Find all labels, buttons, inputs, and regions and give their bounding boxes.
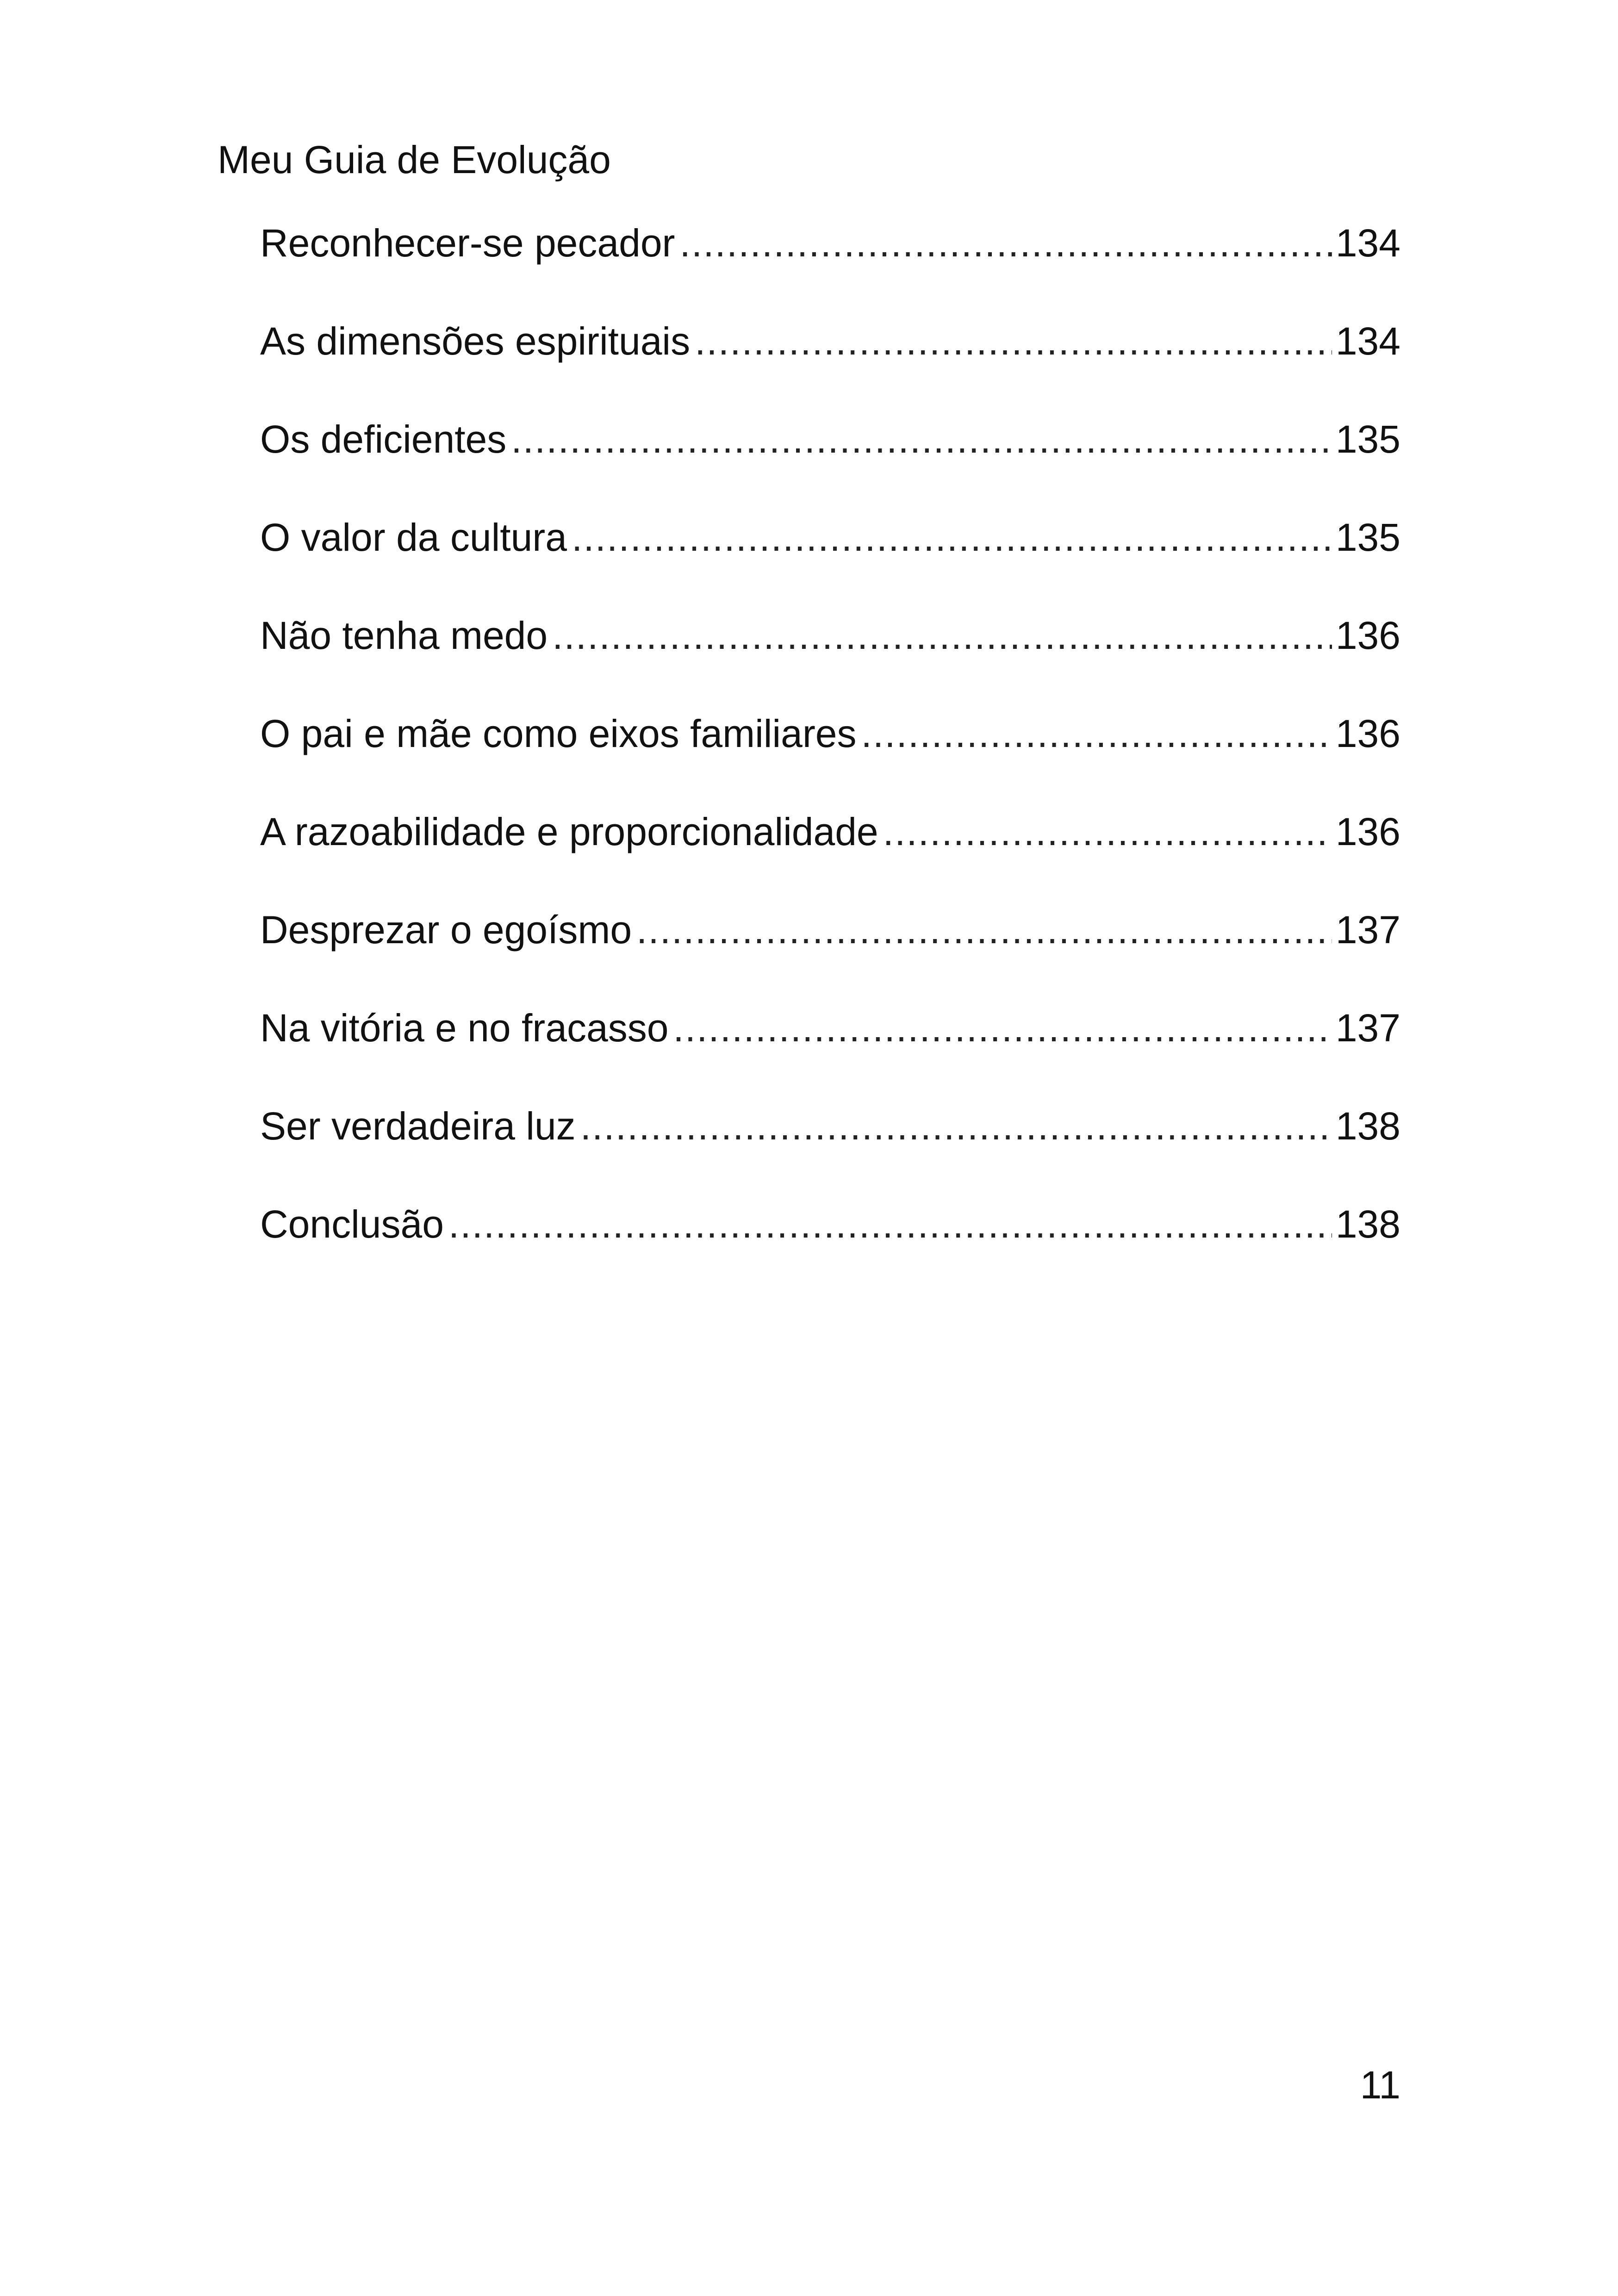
toc-dot-leader [636, 904, 1332, 955]
toc-entry[interactable] [260, 512, 1400, 610]
toc-dot-leader [580, 1101, 1332, 1151]
running-header: Meu Guia de Evolução [218, 138, 611, 181]
toc-entry-page: 134 [1335, 319, 1400, 363]
toc-entry[interactable] [260, 1101, 1400, 1199]
toc-dot-leader [695, 316, 1332, 367]
toc-entry-title: Ser verdadeira luz [260, 1104, 576, 1148]
toc-entry-page: 135 [1335, 516, 1400, 559]
toc-entry[interactable] [260, 414, 1400, 512]
toc-entry[interactable] [260, 610, 1400, 708]
toc-entry-title: Desprezar o egoísmo [260, 908, 632, 952]
toc-entry-title: O valor da cultura [260, 516, 567, 559]
toc-dot-leader [673, 1002, 1332, 1053]
toc-entry[interactable] [260, 904, 1400, 1002]
toc-entry-title: A razoabilidade e proporcionalidade [260, 810, 878, 853]
toc-entry-page: 137 [1335, 908, 1400, 952]
toc-entry-page: 135 [1335, 417, 1400, 461]
toc-entry[interactable] [260, 1002, 1400, 1101]
toc-entry-title: Reconhecer-se pecador [260, 221, 675, 265]
toc-entry-page: 134 [1335, 221, 1400, 265]
page-number: 11 [1360, 2063, 1400, 2107]
toc-entry-page: 136 [1335, 712, 1400, 755]
toc-entry-title: O pai e mãe como eixos familiares [260, 712, 857, 755]
table-of-contents [260, 218, 1400, 1297]
toc-entry[interactable] [260, 218, 1400, 316]
toc-dot-leader [511, 414, 1332, 465]
toc-entry-page: 138 [1335, 1104, 1400, 1148]
toc-dot-leader [883, 806, 1332, 857]
toc-entry-title: Na vitória e no fracasso [260, 1006, 669, 1050]
toc-dot-leader [572, 512, 1332, 563]
toc-entry-title: Não tenha medo [260, 614, 548, 657]
toc-entry[interactable] [260, 708, 1400, 806]
toc-dot-leader [448, 1199, 1332, 1250]
toc-entry-page: 136 [1335, 810, 1400, 853]
toc-dot-leader [680, 218, 1332, 268]
toc-dot-leader [552, 610, 1332, 661]
toc-entry[interactable] [260, 806, 1400, 904]
toc-entry-title: Os deficientes [260, 417, 507, 461]
toc-entry-page: 137 [1335, 1006, 1400, 1050]
toc-entry-page: 136 [1335, 614, 1400, 657]
toc-entry[interactable] [260, 1199, 1400, 1297]
toc-dot-leader [861, 708, 1332, 759]
toc-entry-page: 138 [1335, 1202, 1400, 1246]
toc-entry-title: As dimensões espirituais [260, 319, 691, 363]
toc-entry[interactable] [260, 316, 1400, 414]
toc-entry-title: Conclusão [260, 1202, 444, 1246]
